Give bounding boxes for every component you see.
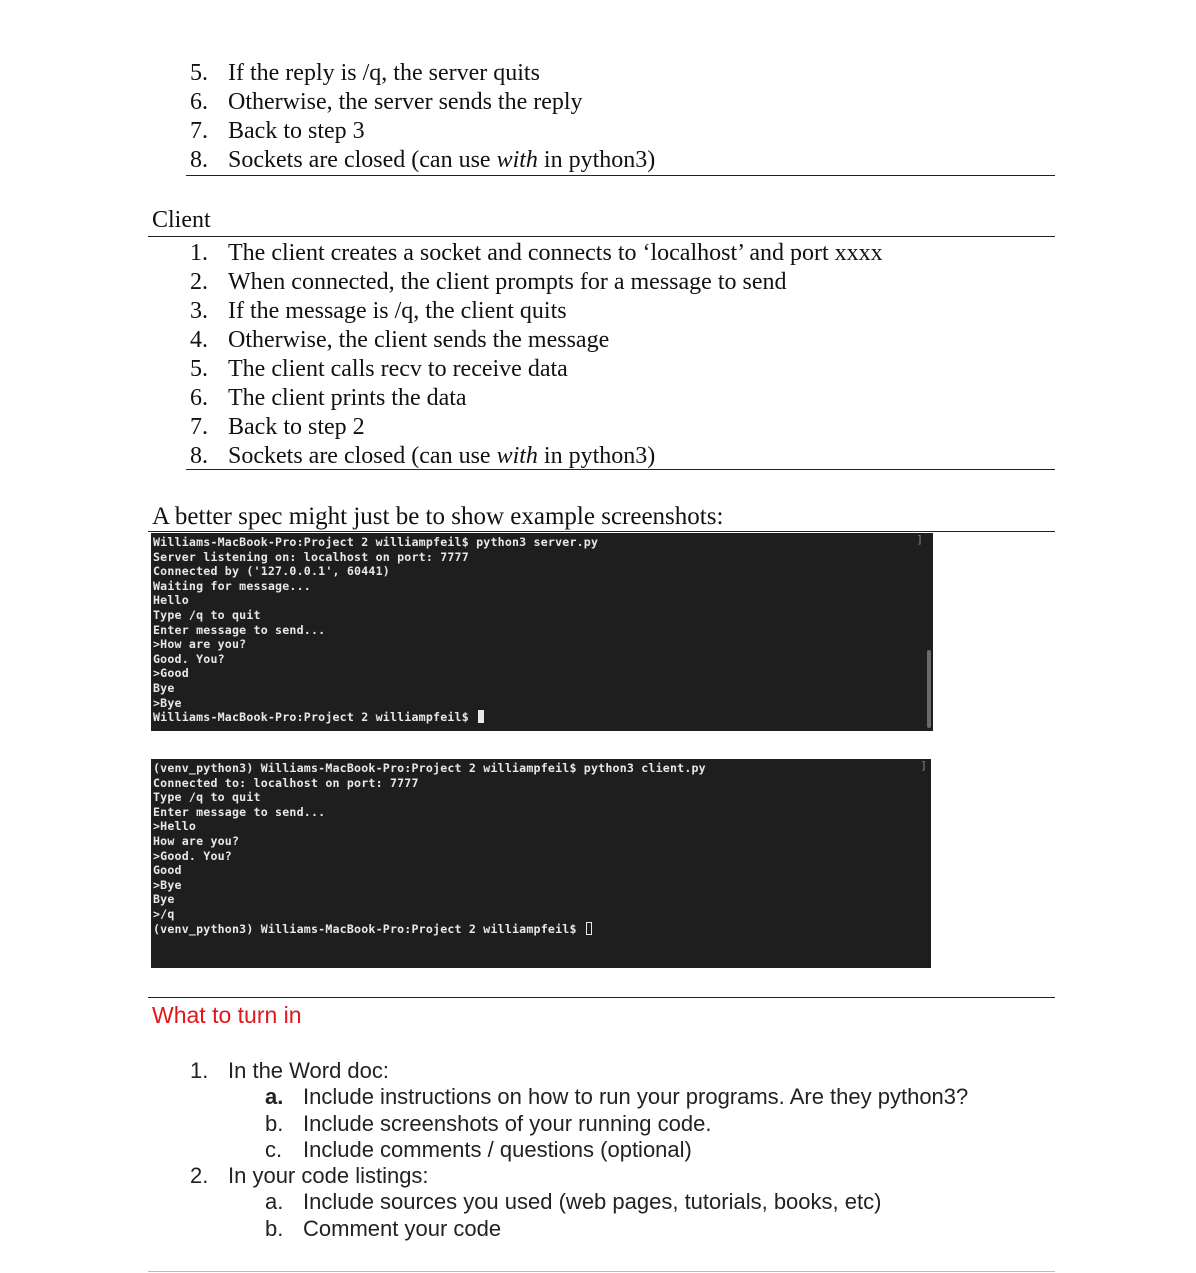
- terminal-line: Connected to: localhost on port: 7777: [153, 775, 419, 790]
- turn-in-heading: What to turn in: [152, 1002, 302, 1028]
- terminal-line: Type /q to quit: [153, 790, 261, 805]
- terminal-bracket: ]: [916, 533, 923, 546]
- terminal-line: Good. You?: [153, 651, 225, 666]
- client-heading: Client: [152, 207, 211, 233]
- terminal-scrollbar[interactable]: [927, 650, 931, 728]
- terminal-line: Waiting for message...: [153, 578, 311, 593]
- terminal-line: >Bye: [153, 695, 182, 710]
- terminal-line: Hello: [153, 593, 189, 608]
- terminal-output: [153, 535, 598, 725]
- terminal-output: [153, 761, 706, 936]
- terminal-line: >/q: [153, 906, 175, 921]
- terminal-line: >How are you?: [153, 637, 247, 652]
- section-divider: [186, 175, 1055, 176]
- terminal-line: Good: [153, 863, 182, 878]
- terminal-line: Type /q to quit: [153, 607, 261, 622]
- terminal-line: Connected by ('127.0.0.1', 60441): [153, 564, 390, 579]
- terminal-line: >Good: [153, 666, 189, 681]
- section-divider: [148, 1271, 1055, 1272]
- server-terminal-screenshot: [151, 533, 933, 731]
- terminal-line: Bye: [153, 680, 175, 695]
- terminal-line: How are you?: [153, 833, 240, 848]
- terminal-bracket: ]: [920, 759, 927, 772]
- terminal-line: Bye: [153, 892, 175, 907]
- terminal-line: Williams-MacBook-Pro:Project 2 williampfeil$ python3 server.py: [153, 535, 599, 549]
- cursor-block-icon: [478, 710, 484, 723]
- section-divider: [148, 236, 1055, 237]
- cursor-outline-icon: [586, 922, 592, 935]
- terminal-line: >Good. You?: [153, 848, 232, 863]
- client-terminal-screenshot: [151, 759, 931, 968]
- terminal-line: Enter message to send...: [153, 804, 326, 819]
- terminal-line: Server listening on: localhost on port: 7777: [153, 549, 469, 564]
- terminal-line: (venv_python3) Williams-MacBook-Pro:Project 2 williampfeil$ python3 client.py: [153, 761, 706, 775]
- section-divider: [148, 531, 1055, 532]
- section-divider: [186, 469, 1055, 470]
- section-divider: [148, 997, 1055, 998]
- terminal-line: >Bye: [153, 877, 182, 892]
- terminal-prompt-line: (venv_python3) Williams-MacBook-Pro:Project 2 williampfeil$: [153, 922, 706, 937]
- terminal-prompt-line: Williams-MacBook-Pro:Project 2 williampfeil$: [153, 710, 598, 725]
- terminal-line: Enter message to send...: [153, 622, 326, 637]
- spec-heading: A better spec might just be to show example screenshots:: [152, 503, 724, 530]
- terminal-line: >Hello: [153, 819, 197, 834]
